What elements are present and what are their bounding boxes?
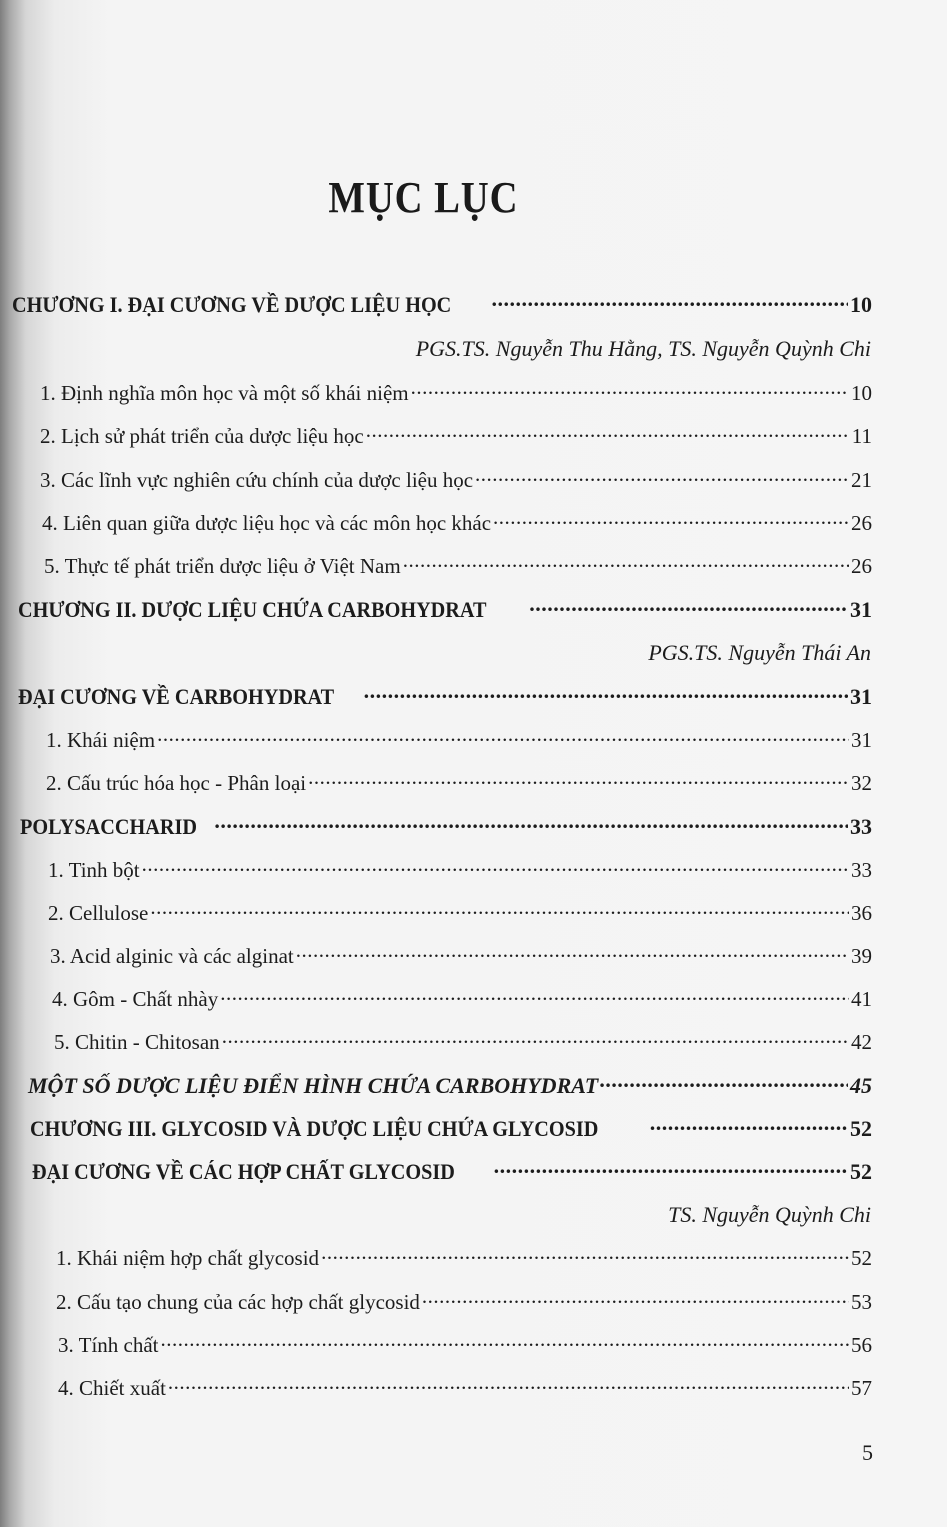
toc-entry-page: 45	[850, 1073, 872, 1098]
page-title: MỤC LỤC	[328, 173, 519, 222]
toc-entry-page: 39	[851, 944, 872, 968]
toc-leader-dots	[296, 941, 849, 963]
toc-leader-dots	[142, 855, 849, 877]
toc-entry-page: 53	[851, 1290, 872, 1314]
toc-entry-label: ĐẠI CƯƠNG VỀ CÁC HỢP CHẤT GLYCOSID	[32, 1159, 455, 1184]
toc-entry[interactable]	[12, 290, 872, 318]
toc-leader-dots	[214, 812, 848, 834]
toc-entry-label: 2. Cấu tạo chung của các hợp chất glycosid	[56, 1290, 420, 1314]
toc-entry-page: 52	[850, 1116, 872, 1141]
toc-leader-dots	[650, 1114, 848, 1136]
toc-leader-dots	[161, 1330, 849, 1352]
toc-entry[interactable]	[54, 1027, 872, 1055]
toc-entry-label: CHƯƠNG I. ĐẠI CƯƠNG VỀ DƯỢC LIỆU HỌC	[12, 292, 452, 317]
toc-entry-page: 26	[851, 554, 872, 578]
toc-leader-dots	[403, 551, 849, 573]
toc-entry[interactable]	[30, 1114, 872, 1142]
toc-leader-dots	[494, 1157, 848, 1179]
toc-entry[interactable]	[44, 551, 872, 579]
toc-entry-label: 1. Khái niệm hợp chất glycosid	[56, 1246, 320, 1270]
toc-entry-label: ĐẠI CƯƠNG VỀ CARBOHYDRAT	[18, 684, 335, 709]
toc-entry-label: 4. Liên quan giữa dược liệu học và các môn học khác	[42, 511, 492, 535]
toc-entry[interactable]	[48, 855, 872, 883]
toc-entry-page: 31	[850, 597, 872, 622]
toc-entry[interactable]	[58, 1330, 872, 1358]
toc-entry-page: 31	[850, 684, 872, 709]
toc-entry-label: 3. Acid alginic và các alginat	[50, 944, 294, 968]
toc-entry-page: 26	[851, 511, 872, 535]
toc-leader-dots	[529, 595, 848, 617]
toc-entry[interactable]	[56, 1243, 872, 1271]
toc-entry-page: 33	[851, 858, 872, 882]
toc-leader-dots	[157, 725, 849, 747]
toc-entry-page: 36	[851, 901, 872, 925]
toc-entry-page: 42	[851, 1030, 872, 1054]
toc-entry[interactable]	[52, 984, 872, 1012]
toc-entry-page: 57	[851, 1376, 872, 1400]
toc-entry-label: 5. Chitin - Chitosan	[54, 1030, 220, 1054]
toc-entry[interactable]	[46, 768, 872, 796]
toc-entry-label: 4. Gôm - Chất nhày	[52, 987, 219, 1011]
toc-entry[interactable]	[56, 1287, 872, 1315]
toc-leader-dots	[222, 1027, 849, 1049]
toc-leader-dots	[321, 1243, 849, 1265]
toc-entry-label: 4. Chiết xuất	[58, 1376, 166, 1400]
toc-leader-dots	[493, 508, 849, 530]
toc-author: TS. Nguyễn Quỳnh Chi	[668, 1202, 871, 1227]
toc-entry-page: 10	[851, 381, 872, 405]
toc-entry-page: 31	[851, 728, 872, 752]
toc-entry-label: 1. Định nghĩa môn học và một số khái niệm	[40, 381, 409, 405]
toc-leader-dots	[364, 682, 848, 704]
toc-entry-page: 52	[850, 1159, 872, 1184]
toc-entry-label: 1. Khái niệm	[46, 728, 156, 752]
toc-entry[interactable]	[48, 898, 872, 926]
toc-leader-dots	[422, 1287, 849, 1309]
toc-entry[interactable]	[18, 682, 872, 710]
toc-entry[interactable]	[40, 421, 872, 449]
toc-entry-label: POLYSACCHARID	[20, 814, 197, 839]
toc-entry-page: 32	[851, 771, 872, 795]
toc-entry-page: 21	[851, 468, 872, 492]
toc-entry-label: 3. Tính chất	[58, 1333, 159, 1357]
toc-leader-dots	[366, 421, 850, 443]
toc-entry-label: 2. Cấu trúc hóa học - Phân loại	[46, 771, 307, 795]
toc-entry-page: 41	[851, 987, 872, 1011]
toc-entry-page: 11	[851, 424, 872, 448]
toc-entry-label: 2. Lịch sử phát triển của dược liệu học	[40, 424, 364, 448]
toc-entry[interactable]	[20, 812, 872, 840]
toc-leader-dots	[308, 768, 849, 790]
toc-author: PGS.TS. Nguyễn Thu Hằng, TS. Nguyễn Quỳnh Chi	[415, 336, 871, 361]
toc-entry-label: CHƯƠNG II. DƯỢC LIỆU CHỨA CARBOHYDRAT	[18, 597, 487, 622]
toc-entry[interactable]	[18, 595, 872, 623]
toc-entry-label: 3. Các lĩnh vực nghiên cứu chính của dược liệu học	[40, 468, 474, 492]
toc-entry-label: 5. Thực tế phát triển dược liệu ở Việt Nam	[44, 554, 401, 578]
toc-leader-dots	[168, 1373, 849, 1395]
toc-entry-page: 52	[851, 1246, 872, 1270]
toc-entry-page: 10	[850, 292, 872, 317]
toc-leader-dots	[150, 898, 849, 920]
toc-entry[interactable]	[46, 725, 872, 753]
toc-author: PGS.TS. Nguyễn Thái An	[648, 640, 871, 665]
toc-entry[interactable]	[28, 1071, 872, 1099]
toc-entry-label: CHƯƠNG III. GLYCOSID VÀ DƯỢC LIỆU CHỨA GLYCOSID	[30, 1116, 599, 1141]
toc-leader-dots	[411, 378, 849, 400]
toc-entry-page: 33	[850, 814, 872, 839]
toc-entry-label: 1. Tinh bột	[48, 858, 140, 882]
toc-leader-dots	[600, 1071, 848, 1093]
toc-entry-label: 2. Cellulose	[48, 901, 149, 925]
toc-entry[interactable]	[40, 378, 872, 406]
toc-entry[interactable]	[58, 1373, 872, 1401]
page-number: 5	[862, 1440, 873, 1465]
toc-entry[interactable]	[42, 508, 872, 536]
toc-entry-label: MỘT SỐ DƯỢC LIỆU ĐIỂN HÌNH CHỨA CARBOHYDRAT	[28, 1073, 599, 1098]
toc-entry[interactable]	[32, 1157, 872, 1185]
toc-leader-dots	[475, 465, 849, 487]
toc-leader-dots	[220, 984, 849, 1006]
toc-entry[interactable]	[40, 465, 872, 493]
toc-leader-dots	[492, 290, 848, 312]
toc-entry-page: 56	[851, 1333, 872, 1357]
toc-entry[interactable]	[50, 941, 872, 969]
